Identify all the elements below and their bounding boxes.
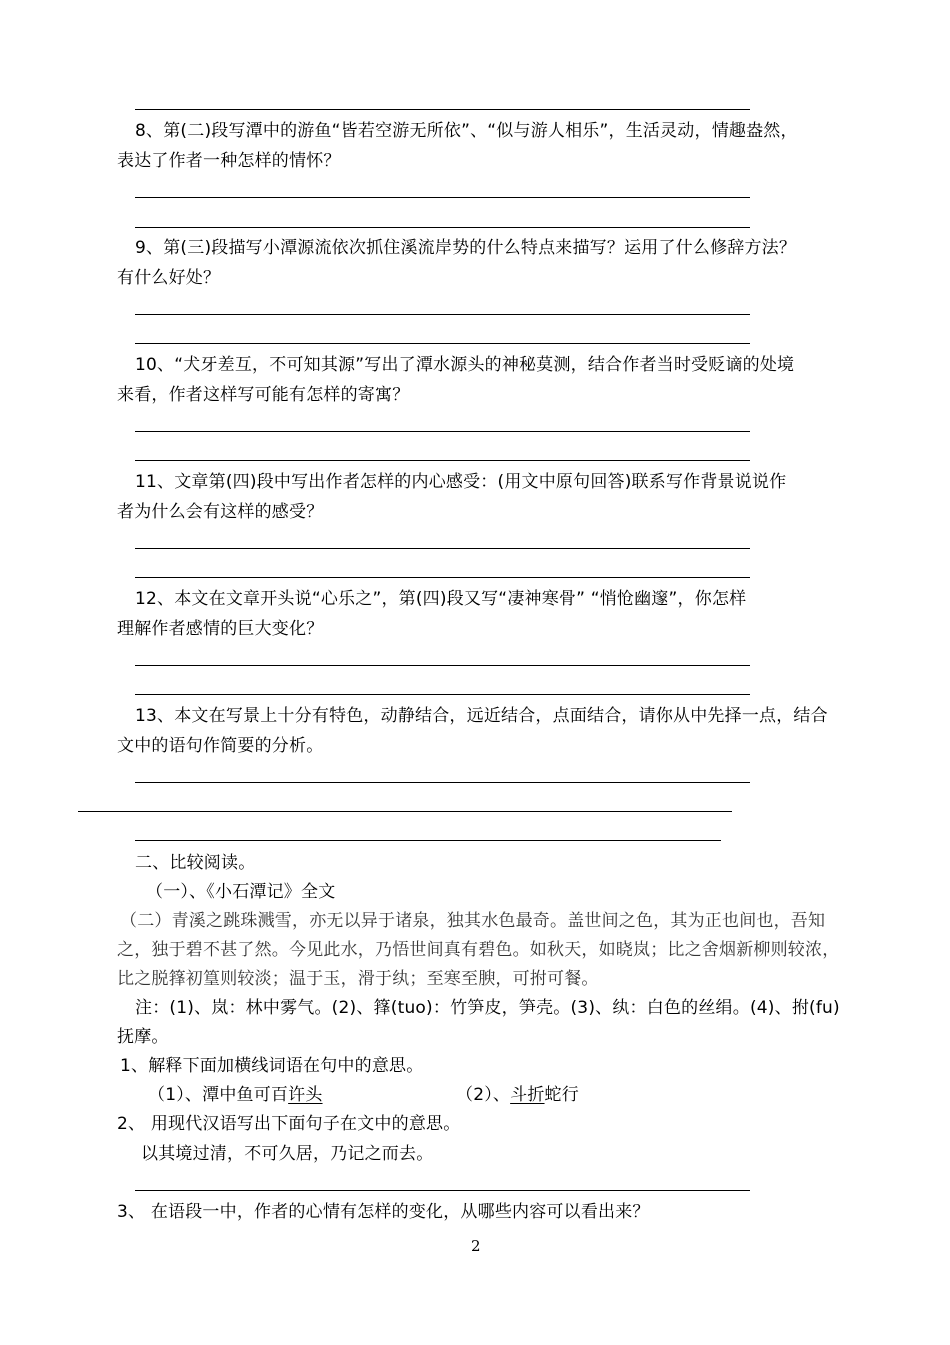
answer-line [135, 548, 750, 549]
answer-line [135, 431, 750, 432]
answer-line [135, 343, 750, 344]
answer-line [135, 1190, 750, 1191]
item-1-prefix: （1）、潭中鱼可百 [148, 1085, 289, 1105]
answer-line [135, 227, 750, 228]
answer-line [135, 109, 750, 110]
underlined-term: 斗折 [510, 1085, 545, 1105]
subquestion-1-item-2 [456, 1084, 579, 1106]
passage-line-2: 之，独于碧不甚了然。今见此水，乃悟世间真有碧色。如秋天，如晓岚；比之舍烟新柳则较浓， [117, 940, 840, 960]
question-11-line-1: 11、文章第(四)段中写出作者怎样的内心感受：(用文中原句回答)联系写作背景说说作 [135, 472, 787, 492]
item-2-prefix: （2）、 [456, 1085, 511, 1105]
answer-line [135, 665, 750, 666]
page-number: 2 [471, 1237, 481, 1255]
passage-line-1: （二）青溪之跳珠溅雪，亦无以异于诸泉，独其水色最奇。盖世间之色，其为正也间也，吾知 [120, 911, 826, 931]
question-12-line-1: 12、本文在文章开头说“心乐之”，第(四)段又写“凄神寒骨” “悄怆幽邃”，你怎样 [135, 589, 747, 609]
item-2-suffix: 蛇行 [544, 1085, 579, 1105]
subquestion-2-prompt: 2、 用现代汉语写出下面句子在文中的意思。 [117, 1114, 461, 1134]
answer-line [135, 314, 750, 315]
subquestion-1-item-1 [148, 1084, 323, 1106]
answer-line [135, 197, 750, 198]
answer-line [135, 460, 750, 461]
question-10-line-2: 来看，作者这样写可能有怎样的寄寓？ [117, 385, 410, 405]
answer-line [78, 811, 732, 812]
notes-line-2: 抚摩。 [117, 1027, 169, 1047]
question-8-line-1: 8、第(二)段写潭中的游鱼“皆若空游无所依”、“似与游人相乐”，生活灵动，情趣盎然， [135, 121, 798, 141]
subquestion-3-prompt: 3、 在语段一中，作者的心情有怎样的变化，从哪些内容可以看出来？ [117, 1202, 650, 1222]
underlined-term: 许头 [288, 1085, 323, 1105]
answer-line [135, 577, 750, 578]
section-heading: 二、比较阅读。 [135, 853, 256, 873]
subquestion-1-prompt: 1、解释下面加横线词语在句中的意思。 [120, 1056, 424, 1076]
answer-line [135, 782, 750, 783]
answer-line [135, 840, 721, 841]
question-10-line-1: 10、“犬牙差互，不可知其源”写出了潭水源头的神秘莫测，结合作者当时受贬谪的处境 [135, 355, 795, 375]
passage-line-3: 比之脱箨初篁则较淡；温于玉，滑于纨；至寒至腴，可拊可餐。 [117, 969, 599, 989]
question-13-line-1: 13、本文在写景上十分有特色，动静结合，远近结合，点面结合，请你从中先择一点，结合 [135, 706, 828, 726]
subquestion-2-sentence: 以其境过清，不可久居，乃记之而去。 [141, 1144, 434, 1164]
notes-line-1: 注：(1)、岚：林中雾气。(2)、箨(tuo)：竹笋皮，笋壳。(3)、纨：白色的丝绢。(4)、拊(fu) [135, 998, 840, 1018]
answer-line [135, 694, 750, 695]
question-8-line-2: 表达了作者一种怎样的情怀？ [117, 151, 341, 171]
question-11-line-2: 者为什么会有这样的感受？ [117, 502, 324, 522]
question-9-line-1: 9、第(三)段描写小潭源流依次抓住溪流岸势的什么特点来描写？运用了什么修辞方法？ [135, 238, 797, 258]
question-13-line-2: 文中的语句作简要的分析。 [117, 736, 324, 756]
part-1-label: （一）、《小石潭记》全文 [146, 882, 336, 902]
question-9-line-2: 有什么好处？ [117, 268, 221, 288]
question-12-line-2: 理解作者感情的巨大变化？ [117, 619, 324, 639]
